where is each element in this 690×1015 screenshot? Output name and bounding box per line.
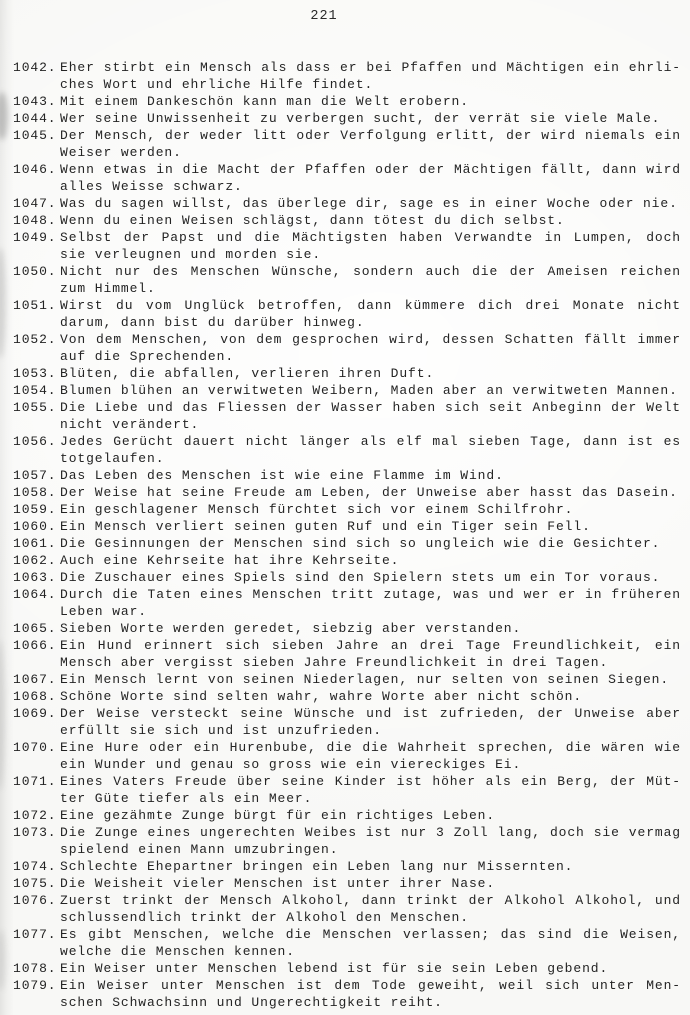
proverb-number: 1061. <box>13 536 57 551</box>
proverb-number: 1071. <box>13 774 57 789</box>
proverb-entry <box>13 501 681 518</box>
proverb-entry <box>13 569 681 586</box>
proverb-entry <box>13 93 681 110</box>
proverb-line: Leben war. <box>60 604 148 619</box>
proverb-line: Eine Hure oder ein Hurenbube, die die Wahrheit sprechen, die wären wie <box>60 740 681 755</box>
proverb-line: ches Wort und ehrliche Hilfe findet. <box>60 77 374 92</box>
proverb-line: Mit einem Dankeschön kann man die Welt erobern. <box>60 94 469 109</box>
proverb-number: 1070. <box>13 740 57 755</box>
proverb-number: 1068. <box>13 689 57 704</box>
proverb-entry <box>13 807 681 824</box>
proverb-entry <box>13 620 681 637</box>
proverb-number: 1049. <box>13 230 57 245</box>
proverb-line: Jedes Gerücht dauert nicht länger als elf mal sieben Tage, dann ist es <box>60 434 681 449</box>
proverb-entry <box>13 824 681 858</box>
proverb-number: 1060. <box>13 519 57 534</box>
proverb-line: Wenn du einen Weisen schlägst, dann tötest du dich selbst. <box>60 213 565 228</box>
proverb-number: 1075. <box>13 876 57 891</box>
proverb-entry <box>13 518 681 535</box>
proverb-line: Die Liebe und das Fliessen der Wasser haben sich seit Anbeginn der Welt <box>60 400 681 415</box>
scan-edge-smudge <box>0 248 6 358</box>
proverb-line: Durch die Taten eines Menschen tritt zutage, was und wer er in früheren <box>60 587 681 602</box>
proverb-line: Ein Weiser unter Menschen lebend ist für sie sein Leben gebend. <box>60 961 609 976</box>
proverb-number: 1074. <box>13 859 57 874</box>
proverb-entry <box>13 552 681 569</box>
proverb-entry <box>13 586 681 620</box>
proverb-entry <box>13 892 681 926</box>
proverb-number: 1046. <box>13 162 57 177</box>
proverb-line: totgelaufen. <box>60 451 165 466</box>
proverb-number: 1078. <box>13 961 57 976</box>
proverb-line: Selbst der Papst und die Mächtigsten haben Verwandte in Lumpen, doch <box>60 230 681 245</box>
proverb-number: 1044. <box>13 111 57 126</box>
scan-edge-smudge <box>0 92 8 140</box>
page-number: 221 <box>310 9 338 24</box>
proverb-line: Das Leben des Menschen ist wie eine Flamme im Wind. <box>60 468 504 483</box>
proverb-entry <box>13 297 681 331</box>
proverb-number: 1077. <box>13 927 57 942</box>
proverb-entry <box>13 59 681 93</box>
proverb-entry <box>13 773 681 807</box>
proverb-line: Wer seine Unwissenheit zu verbergen sucht, der verrät sie viele Male. <box>60 111 661 126</box>
proverb-entry <box>13 467 681 484</box>
proverb-line: spielend einen Mann umzubringen. <box>60 842 339 857</box>
proverb-number: 1059. <box>13 502 57 517</box>
proverb-number: 1067. <box>13 672 57 687</box>
proverb-number: 1048. <box>13 213 57 228</box>
proverb-entry <box>13 229 681 263</box>
proverb-line: Ein Weiser unter Menschen ist dem Tode geweiht, weil sich unter Men- <box>60 978 681 993</box>
proverb-entry <box>13 195 681 212</box>
proverb-number: 1050. <box>13 264 57 279</box>
proverb-entry <box>13 127 681 161</box>
proverb-number: 1076. <box>13 893 57 908</box>
proverb-line: Die Weisheit vieler Menschen ist unter ihrer Nase. <box>60 876 496 891</box>
proverb-line: welche die Menschen kennen. <box>60 944 295 959</box>
proverb-line: ein Wunder und genau so gross wie ein viereckiges Ei. <box>60 757 522 772</box>
proverb-number: 1052. <box>13 332 57 347</box>
proverb-line: Eher stirbt ein Mensch als dass er bei Pfaffen und Mächtigen ein ehrli- <box>60 60 681 75</box>
proverb-entry <box>13 161 681 195</box>
proverb-entry <box>13 433 681 467</box>
proverb-entry <box>13 858 681 875</box>
proverb-line: Was du sagen willst, das überlege dir, sage es in einer Woche oder nie. <box>60 196 678 211</box>
proverb-number: 1051. <box>13 298 57 313</box>
proverb-line: nicht verändert. <box>60 417 200 432</box>
proverb-line: Ein Hund erinnert sich sieben Jahre an drei Tage Freundlichkeit, ein <box>60 638 681 653</box>
proverb-number: 1057. <box>13 468 57 483</box>
proverb-number: 1055. <box>13 400 57 415</box>
proverb-number: 1054. <box>13 383 57 398</box>
proverb-number: 1045. <box>13 128 57 143</box>
proverb-line: Weiser werden. <box>60 145 182 160</box>
proverb-number: 1072. <box>13 808 57 823</box>
proverb-line: erfüllt sie sich und ist unzufrieden. <box>60 723 382 738</box>
proverb-line: alles Weisse schwarz. <box>60 179 243 194</box>
scan-edge-smudge <box>0 640 5 790</box>
proverb-entry <box>13 739 681 773</box>
proverb-line: Es gibt Menschen, welche die Menschen verlassen; das sind die Weisen, <box>60 927 681 942</box>
proverb-entry <box>13 212 681 229</box>
proverb-entry <box>13 977 681 1011</box>
proverb-line: Schlechte Ehepartner bringen ein Leben lang nur Missernten. <box>60 859 574 874</box>
proverb-entry <box>13 875 681 892</box>
proverb-line: Der Weise hat seine Freude am Leben, der Unweise aber hasst das Dasein. <box>60 485 678 500</box>
proverb-line: zum Himmel. <box>60 281 156 296</box>
proverb-entry <box>13 637 681 671</box>
proverb-line: Der Weise versteckt seine Wünsche und ist zufrieden, der Unweise aber <box>60 706 681 721</box>
proverb-line: Wenn etwas in die Macht der Pfaffen oder der Mächtigen fällt, dann wird <box>60 162 681 177</box>
proverb-line: Wirst du vom Unglück betroffen, dann kümmere dich drei Monate nicht <box>60 298 681 313</box>
proverb-line: Ein geschlagener Mensch fürchtet sich vor einem Schilfrohr. <box>60 502 574 517</box>
scan-edge-smudge <box>0 930 6 990</box>
proverb-line: sie verleugnen und morden sie. <box>60 247 322 262</box>
proverb-line: Von dem Menschen, von dem gesprochen wird, dessen Schatten fällt immer <box>60 332 681 347</box>
proverb-entry <box>13 110 681 127</box>
proverb-line: Die Zuschauer eines Spiels sind den Spielern stets um ein Tor voraus. <box>60 570 661 585</box>
proverb-line: Blüten, die abfallen, verlieren ihren Duft. <box>60 366 435 381</box>
proverb-number: 1064. <box>13 587 57 602</box>
proverb-entry <box>13 535 681 552</box>
proverb-entry <box>13 331 681 365</box>
proverb-number: 1063. <box>13 570 57 585</box>
proverb-line: schlussendlich trinkt der Alkohol den Menschen. <box>60 910 469 925</box>
proverb-entry <box>13 365 681 382</box>
proverb-number: 1073. <box>13 825 57 840</box>
proverb-number: 1079. <box>13 978 57 993</box>
proverb-number: 1056. <box>13 434 57 449</box>
proverb-number: 1062. <box>13 553 57 568</box>
proverb-line: Der Mensch, der weder litt oder Verfolgung erlitt, der wird niemals ein <box>60 128 681 143</box>
proverb-line: auf die Sprechenden. <box>60 349 235 364</box>
proverb-entry <box>13 263 681 297</box>
proverb-line: Eines Vaters Freude über seine Kinder ist höher als ein Berg, der Müt- <box>60 774 681 789</box>
proverb-number: 1065. <box>13 621 57 636</box>
proverb-line: Eine gezähmte Zunge bürgt für ein richtiges Leben. <box>60 808 496 823</box>
proverb-number: 1043. <box>13 94 57 109</box>
proverb-number: 1047. <box>13 196 57 211</box>
proverb-entry <box>13 399 681 433</box>
proverb-line: schen Schwachsinn und Ungerechtigkeit reiht. <box>60 995 443 1010</box>
proverb-number: 1069. <box>13 706 57 721</box>
proverb-line: Ein Mensch verliert seinen guten Ruf und ein Tiger sein Fell. <box>60 519 591 534</box>
proverb-entry <box>13 926 681 960</box>
proverb-line: Auch eine Kehrseite hat ihre Kehrseite. <box>60 553 400 568</box>
proverb-line: Ein Mensch lernt von seinen Niederlagen, nur selten von seinen Siegen. <box>60 672 670 687</box>
proverb-line: Die Gesinnungen der Menschen sind sich so ungleich wie die Gesichter. <box>60 536 661 551</box>
proverb-entry <box>13 671 681 688</box>
proverb-number: 1053. <box>13 366 57 381</box>
proverb-list <box>13 59 681 1011</box>
proverb-line: Nicht nur des Menschen Wünsche, sondern auch die der Ameisen reichen <box>60 264 681 279</box>
proverb-number: 1058. <box>13 485 57 500</box>
proverb-number: 1042. <box>13 60 57 75</box>
proverb-line: Blumen blühen an verwitweten Weibern, Maden aber an verwitweten Mannen. <box>60 383 678 398</box>
proverb-line: darum, dann bist du darüber hinweg. <box>60 315 365 330</box>
proverb-line: Mensch aber vergisst sieben Jahre Freundlichkeit in drei Tagen. <box>60 655 609 670</box>
proverb-entry <box>13 484 681 501</box>
proverb-line: Die Zunge eines ungerechten Weibes ist nur 3 Zoll lang, doch sie vermag <box>60 825 681 840</box>
proverb-number: 1066. <box>13 638 57 653</box>
proverb-entry <box>13 688 681 705</box>
proverb-line: ter Güte tiefer als ein Meer. <box>60 791 313 806</box>
proverb-entry <box>13 382 681 399</box>
proverb-line: Schöne Worte sind selten wahr, wahre Worte aber nicht schön. <box>60 689 583 704</box>
proverb-line: Sieben Worte werden geredet, siebzig aber verstanden. <box>60 621 522 636</box>
proverb-entry <box>13 960 681 977</box>
proverb-entry <box>13 705 681 739</box>
proverb-line: Zuerst trinkt der Mensch Alkohol, dann trinkt der Alkohol Alkohol, und <box>60 893 681 908</box>
